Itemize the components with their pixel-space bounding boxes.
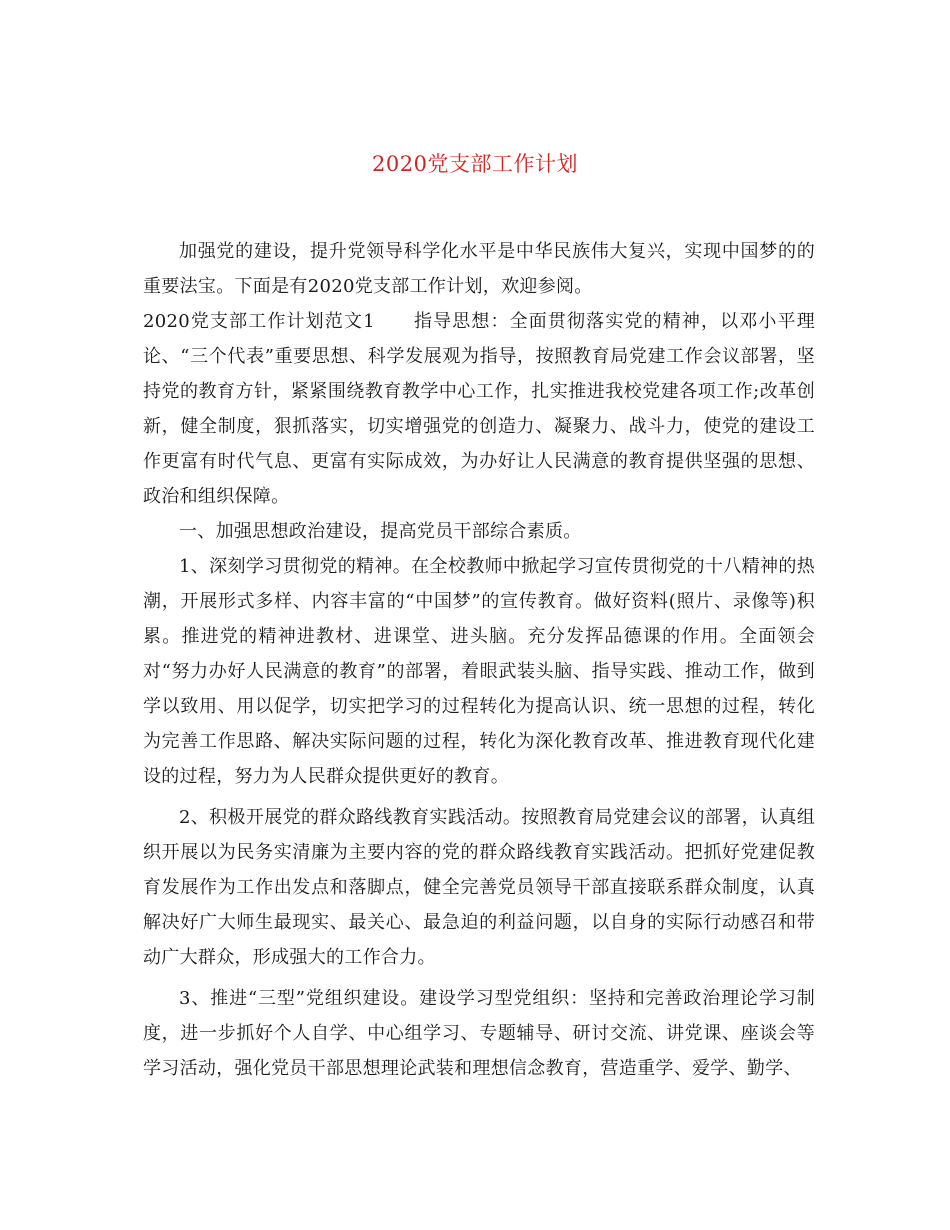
item-paragraph-3: 3、推进“三型”党组织建设。建设学习型党组织：坚持和完善政治理论学习制度，进一步抓好个人自学、中心组学习、专题辅导、研讨交流、讲党课、座谈会等学习活动，强化党员干部思想理论武装和理想信念教育，营造重学、爱学、勤学、 xyxy=(143,988,815,1079)
section-heading-1: 一、加强思想政治建设，提高党员干部综合素质。 xyxy=(179,521,582,542)
item-paragraph-2: 2、积极开展党的群众路线教育实践活动。按照教育局党建会议的部署，认真组织开展以为民务实清廉为主要内容的党的群众路线教育实践活动。把抓好党建促教育发展作为工作出发点和落脚点，健全完善党员领导干部直接联系群众制度，认真解决好广大师生最现实、最关心、最急迫的利益问题，以自身的实际行动感召和带动广大群众，形成强大的工作合力。 xyxy=(143,807,815,968)
document-body xyxy=(143,234,815,1086)
intro-paragraph: 加强党的建设，提升党领导科学化水平是中华民族伟大复兴，实现中国梦的的重要法宝。下面是有2020党支部工作计划，欢迎参阅。 xyxy=(143,241,815,297)
document-title: 2020党支部工作计划 xyxy=(372,152,578,176)
item-paragraph-1: 1、深刻学习贯彻党的精神。在全校教师中掀起学习宣传贯彻党的十八精神的热潮，开展形式多样、内容丰富的“中国梦”的宣传教育。做好资料(照片、录像等)积累。推进党的精神进教材、进课堂、进头脑。充分发挥品德课的作用。全面领会对“努力办好人民满意的教育”的部署，着眼武装头脑、指导实践、推动工作，做到学以致用、用以促学，切实把学习的过程转化为提高认识、统一思想的过程，转化为完善工作思路、解决实际问题的过程，转化为深化教育改革、推进教育现代化建设的过程，努力为人民群众提供更好的教育。 xyxy=(143,556,815,787)
guiding-thought-paragraph: 2020党支部工作计划范文1 指导思想：全面贯彻落实党的精神，以邓小平理论、“三个代表”重要思想、科学发展观为指导，按照教育局党建工作会议部署，坚持党的教育方针，紧紧围绕教育教学中心工作，扎实推进我校党建各项工作;改革创新，健全制度，狠抓落实，切实增强党的创造力、凝聚力、战斗力，使党的建设工作更富有时代气息、更富有实际成效，为办好让人民满意的教育提供坚强的思想、政治和组织保障。 xyxy=(143,311,815,507)
